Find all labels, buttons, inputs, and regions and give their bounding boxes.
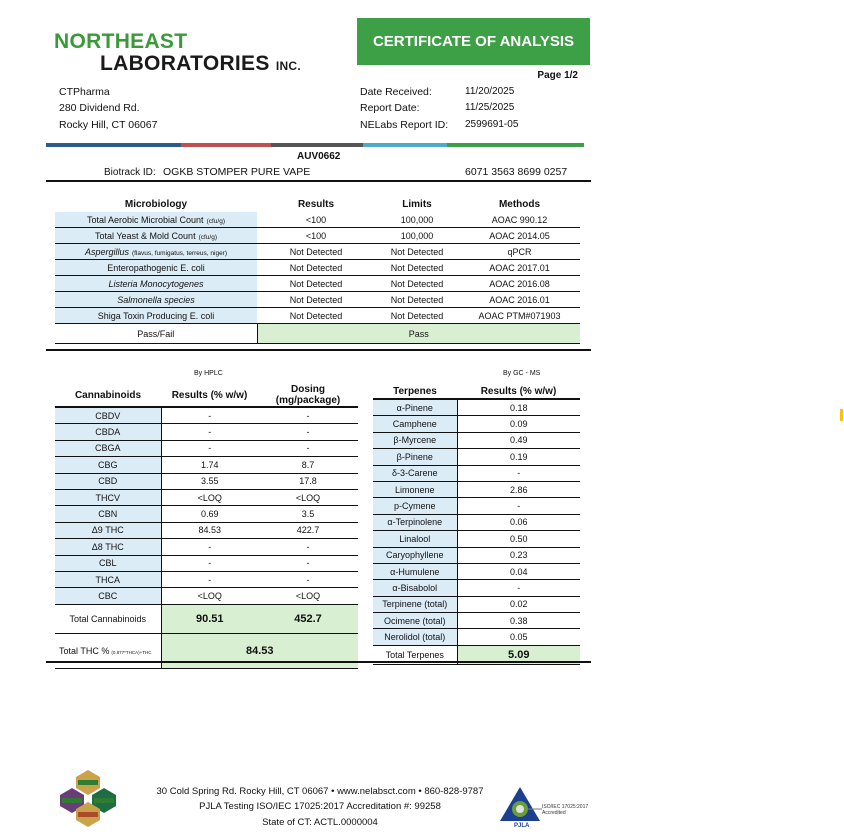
terpene-row xyxy=(373,531,580,547)
micro-limit: 100,000 xyxy=(375,212,459,228)
cannabinoid-name: THCA xyxy=(55,571,161,587)
logo-northeast: NORTHEAST xyxy=(54,30,188,53)
cannabinoid-result: - xyxy=(161,555,258,571)
micro-row xyxy=(55,260,580,276)
date-received: 11/20/2025 xyxy=(465,86,515,97)
micro-analyte xyxy=(55,244,257,260)
terpene-row xyxy=(373,399,580,416)
band-teal xyxy=(363,143,447,147)
terpene-result: 0.06 xyxy=(457,514,580,530)
terp-header-results: Results (% w/w) xyxy=(457,384,580,399)
total-terpenes-value: 5.09 xyxy=(457,645,580,664)
micro-row xyxy=(55,308,580,324)
total-cannabinoids-label: Total Cannabinoids xyxy=(55,604,161,633)
micro-header-results: Results xyxy=(297,199,335,210)
terpene-name: Caryophyllene xyxy=(373,547,457,563)
terpene-name: Ocimene (total) xyxy=(373,613,457,629)
cannabinoid-name: THCV xyxy=(55,489,161,505)
micro-analyte-unit: (cfu/g) xyxy=(206,217,225,225)
terpene-result: 0.18 xyxy=(457,399,580,416)
cann-header-results: Results (% w/w) xyxy=(161,384,258,407)
cannabinoid-row xyxy=(55,473,358,489)
cann-header-name: Cannabinoids xyxy=(55,384,161,407)
terpene-result: 0.05 xyxy=(457,629,580,645)
terpene-row xyxy=(373,465,580,481)
micro-analyte-name: Aspergillus xyxy=(84,246,129,257)
edge-marker xyxy=(840,409,843,421)
cannabinoid-dosing: 17.8 xyxy=(258,473,358,489)
pjla-accredited-text: ISO/IEC 17025:2017 Accredited xyxy=(542,804,589,816)
terpene-row xyxy=(373,449,580,465)
micro-limit: Not Detected xyxy=(375,260,459,276)
cannabinoid-row xyxy=(55,407,358,424)
micro-method: AOAC 2016.01 xyxy=(459,292,580,308)
terpenes-table xyxy=(373,384,580,665)
cannabinoid-result: - xyxy=(161,407,258,424)
micro-result: Not Detected xyxy=(257,308,375,324)
micro-method: AOAC PTM#071903 xyxy=(459,308,580,324)
micro-method: AOAC 2017.01 xyxy=(459,260,580,276)
biotrack-label: Biotrack ID: xyxy=(104,167,156,178)
micro-analyte-unit: (cfu/g) xyxy=(198,233,217,241)
micro-row xyxy=(55,228,580,244)
band-green xyxy=(447,143,584,147)
cannabinoid-dosing: 3.5 xyxy=(258,506,358,522)
cannabinoid-name: CBL xyxy=(55,555,161,571)
report-date: 11/25/2025 xyxy=(465,102,515,113)
micro-analyte xyxy=(55,292,257,308)
micro-analyte xyxy=(55,260,257,276)
terpene-name: Limonene xyxy=(373,481,457,497)
micro-row xyxy=(55,244,580,260)
micro-analyte-unit: (flavus, fumigatus, terreus, niger) xyxy=(132,249,228,257)
hplc-method: By HPLC xyxy=(194,370,223,377)
divider-potency xyxy=(46,661,591,663)
cannabinoid-result: 3.55 xyxy=(161,473,258,489)
cannabinoid-name: CBD xyxy=(55,473,161,489)
client-address1: 280 Dividend Rd. xyxy=(59,102,140,114)
terpene-result: 0.50 xyxy=(457,531,580,547)
micro-method: qPCR xyxy=(459,244,580,260)
cannabinoid-dosing: - xyxy=(258,571,358,587)
cannabinoid-result: <LOQ xyxy=(161,489,258,505)
cannabinoid-row xyxy=(55,506,358,522)
sample-code: AUV0662 xyxy=(297,151,341,162)
cannabinoid-row xyxy=(55,424,358,440)
total-thc-label: Total THC % xyxy=(59,645,110,656)
passfail-label: Pass/Fail xyxy=(55,324,257,344)
micro-method: AOAC 2014.05 xyxy=(459,228,580,244)
cannabinoid-row xyxy=(55,588,358,604)
micro-analyte xyxy=(55,212,257,228)
passfail-value: Pass xyxy=(257,324,580,344)
micro-analyte-name: Total Aerobic Microbial Count xyxy=(87,214,204,225)
micro-row xyxy=(55,292,580,308)
accreditation-badges-icon xyxy=(58,768,118,830)
terpene-name: Nerolidol (total) xyxy=(373,629,457,645)
cannabinoid-dosing: <LOQ xyxy=(258,588,358,604)
terpene-result: 0.49 xyxy=(457,432,580,448)
footer-address: 30 Cold Spring Rd. Rocky Hill, CT 06067 • www.nelabsct.com • 860-828-9787 xyxy=(156,786,484,797)
micro-result: Not Detected xyxy=(257,292,375,308)
report-id: 2599691-05 xyxy=(465,119,519,130)
cannabinoid-result: - xyxy=(161,424,258,440)
terpene-name: α-Pinene xyxy=(373,399,457,416)
client-name: CTPharma xyxy=(59,86,110,98)
cannabinoid-row xyxy=(55,489,358,505)
cannabinoid-name: CBGA xyxy=(55,440,161,456)
total-terpenes-label: Total Terpenes xyxy=(373,645,457,664)
terpene-name: p-Cymene xyxy=(373,498,457,514)
total-cannabinoids-result: 90.51 xyxy=(161,604,258,633)
terpene-name: Camphene xyxy=(373,416,457,432)
terpene-row xyxy=(373,563,580,579)
terpene-row xyxy=(373,432,580,448)
micro-limit: Not Detected xyxy=(375,276,459,292)
terpene-result: 0.38 xyxy=(457,613,580,629)
microbiology-table xyxy=(55,197,580,344)
cannabinoid-result: 1.74 xyxy=(161,457,258,473)
micro-analyte-name: Shiga Toxin Producing E. coli xyxy=(97,310,215,321)
terpene-result: 0.09 xyxy=(457,416,580,432)
cannabinoid-dosing: <LOQ xyxy=(258,489,358,505)
micro-method: AOAC 990.12 xyxy=(459,212,580,228)
cannabinoid-name: CBDA xyxy=(55,424,161,440)
footer-accreditation: PJLA Testing ISO/IEC 17025:2017 Accreditation #: 99258 xyxy=(199,801,441,812)
terpene-name: β-Myrcene xyxy=(373,432,457,448)
micro-analyte xyxy=(55,308,257,324)
terpene-name: Linalool xyxy=(373,531,457,547)
micro-limit: Not Detected xyxy=(375,292,459,308)
terpene-name: Terpinene (total) xyxy=(373,596,457,612)
report-date-label: Report Date: xyxy=(360,102,420,114)
terpene-row xyxy=(373,498,580,514)
cannabinoid-dosing: - xyxy=(258,555,358,571)
logo-laboratories xyxy=(100,52,301,76)
terpene-row xyxy=(373,416,580,432)
total-thc-formula: (0.877*THCA)+THC xyxy=(111,649,152,655)
micro-analyte-name: Enteropathogenic E. coli xyxy=(107,262,205,273)
divider-sample xyxy=(46,180,591,182)
micro-analyte xyxy=(55,228,257,244)
micro-analyte-name: Salmonella species xyxy=(117,294,195,305)
page-number: Page 1/2 xyxy=(537,70,578,81)
total-cannabinoids-dosing: 452.7 xyxy=(258,604,358,633)
cann-header-dosing: Dosing (mg/package) xyxy=(258,384,358,407)
terpene-name: α-Humulene xyxy=(373,563,457,579)
cannabinoid-row xyxy=(55,522,358,538)
cannabinoid-dosing: 8.7 xyxy=(258,457,358,473)
cannabinoid-name: CBDV xyxy=(55,407,161,424)
cannabinoid-row xyxy=(55,440,358,456)
cannabinoid-name: CBN xyxy=(55,506,161,522)
micro-header-methods: Methods xyxy=(498,199,541,210)
terpene-result: 0.04 xyxy=(457,563,580,579)
cannabinoid-row xyxy=(55,555,358,571)
footer-state-license: State of CT: ACTL.0000004 xyxy=(262,817,378,828)
terpene-name: α-Terpinolene xyxy=(373,514,457,530)
band-red xyxy=(181,143,271,147)
cannabinoid-name: CBG xyxy=(55,457,161,473)
terp-header-name: Terpenes xyxy=(373,384,457,399)
micro-result: Not Detected xyxy=(257,260,375,276)
pjla-logo-icon xyxy=(498,785,593,831)
cannabinoid-name: Δ8 THC xyxy=(55,539,161,555)
micro-method: AOAC 2016.08 xyxy=(459,276,580,292)
cannabinoid-result: <LOQ xyxy=(161,588,258,604)
terpene-result: - xyxy=(457,465,580,481)
total-cannabinoids-row xyxy=(55,604,358,633)
micro-header-limits: Limits xyxy=(402,199,432,210)
micro-limit: Not Detected xyxy=(375,308,459,324)
micro-analyte xyxy=(55,276,257,292)
terpene-result: 0.02 xyxy=(457,596,580,612)
micro-row xyxy=(55,212,580,228)
terpene-row xyxy=(373,613,580,629)
terpene-row xyxy=(373,629,580,645)
band-blue xyxy=(46,143,181,147)
cannabinoid-dosing: - xyxy=(258,424,358,440)
cannabinoids-table xyxy=(55,384,358,669)
cannabinoid-name: CBC xyxy=(55,588,161,604)
terpene-row xyxy=(373,514,580,530)
pjla-label: PJLA xyxy=(514,823,530,829)
terpene-name: δ-3-Carene xyxy=(373,465,457,481)
biotrack-id: 6071 3563 8699 0257 xyxy=(465,166,568,178)
cannabinoid-result: - xyxy=(161,571,258,587)
cannabinoid-row xyxy=(55,539,358,555)
micro-result: <100 xyxy=(257,228,375,244)
cannabinoid-row xyxy=(55,457,358,473)
micro-limit: Not Detected xyxy=(375,244,459,260)
report-id-label: NELabs Report ID: xyxy=(360,119,449,131)
cannabinoid-name: Δ9 THC xyxy=(55,522,161,538)
terpene-result: 0.23 xyxy=(457,547,580,563)
logo-laboratories-text: LABORATORIES xyxy=(100,52,270,75)
date-received-label: Date Received: xyxy=(360,86,432,98)
cannabinoid-dosing: - xyxy=(258,539,358,555)
terpene-row xyxy=(373,481,580,497)
micro-analyte-name: Total Yeast & Mold Count xyxy=(95,230,196,241)
band-grey xyxy=(271,143,363,147)
cannabinoid-row xyxy=(55,571,358,587)
cannabinoid-result: 84.53 xyxy=(161,522,258,538)
cannabinoid-result: - xyxy=(161,539,258,555)
cannabinoid-dosing: 422.7 xyxy=(258,522,358,538)
certificate-title: CERTIFICATE OF ANALYSIS xyxy=(357,18,590,65)
total-thc-value: 84.53 xyxy=(161,633,358,668)
terpene-row xyxy=(373,580,580,596)
terpene-name: α-Bisabolol xyxy=(373,580,457,596)
cannabinoid-result: - xyxy=(161,440,258,456)
micro-result: <100 xyxy=(257,212,375,228)
micro-result: Not Detected xyxy=(257,276,375,292)
divider-micro xyxy=(46,349,591,351)
terpene-result: - xyxy=(457,498,580,514)
micro-analyte-name: Listeria Monocytogenes xyxy=(108,278,204,289)
terpene-row xyxy=(373,547,580,563)
cannabinoid-dosing: - xyxy=(258,440,358,456)
terpene-name: β-Pinene xyxy=(373,449,457,465)
logo-inc: INC. xyxy=(275,59,302,73)
gcms-method: By GC - MS xyxy=(503,370,541,377)
terpene-result: 2.86 xyxy=(457,481,580,497)
passfail-row xyxy=(55,324,580,344)
micro-result: Not Detected xyxy=(257,244,375,260)
cannabinoid-dosing: - xyxy=(258,407,358,424)
micro-header-name: Microbiology xyxy=(124,199,188,210)
sample-name: OGKB STOMPER PURE VAPE xyxy=(163,166,311,178)
terpene-result: 0.19 xyxy=(457,449,580,465)
cannabinoid-result: 0.69 xyxy=(161,506,258,522)
terpene-row xyxy=(373,596,580,612)
client-address2: Rocky Hill, CT 06067 xyxy=(59,119,158,131)
micro-limit: 100,000 xyxy=(375,228,459,244)
micro-row xyxy=(55,276,580,292)
terpene-result: - xyxy=(457,580,580,596)
